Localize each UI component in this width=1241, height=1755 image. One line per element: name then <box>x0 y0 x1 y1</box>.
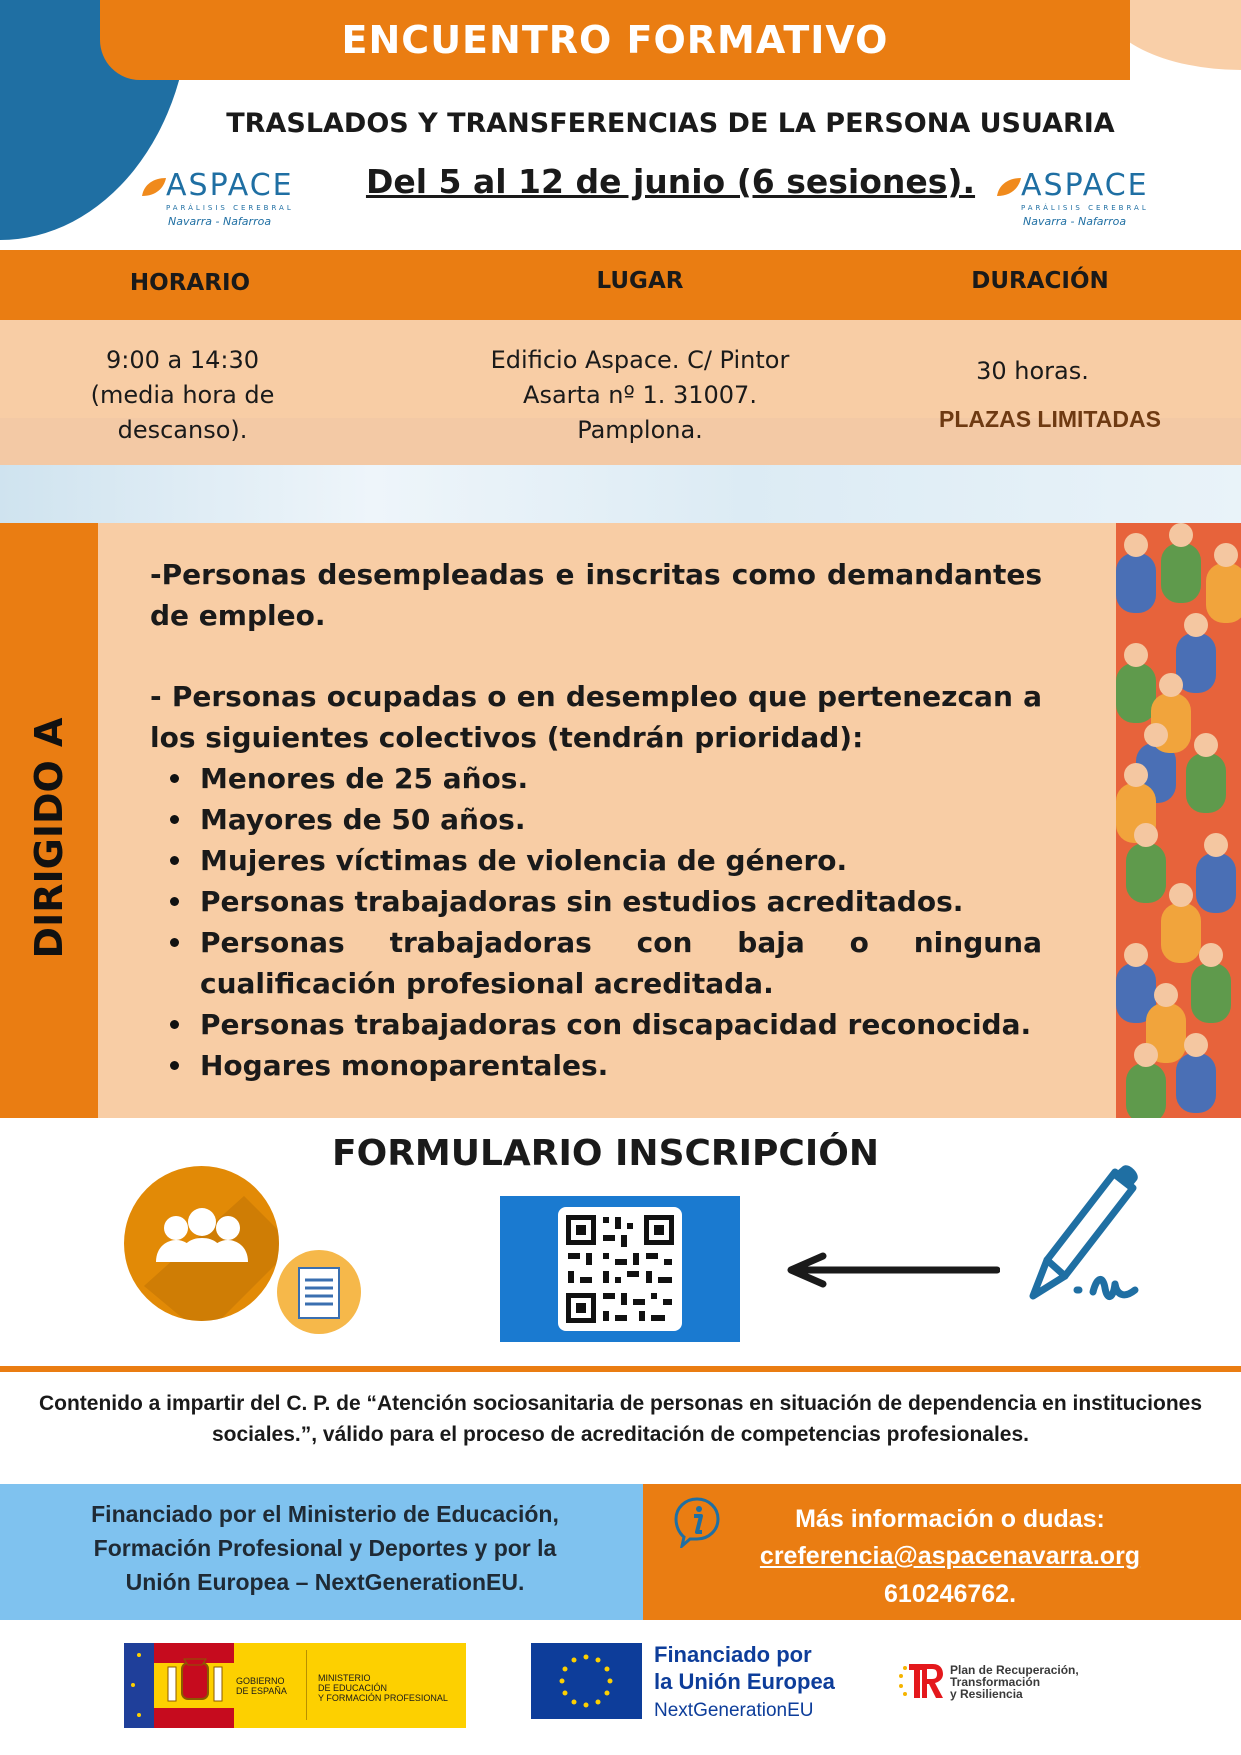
group-icon <box>124 1166 279 1321</box>
list-item: Personas trabajadoras con discapacidad reconocida. <box>150 1004 1042 1045</box>
eu-strip <box>124 1643 154 1728</box>
list-item: Hogares monoparentales. <box>150 1045 1042 1086</box>
plan-recuperacion-text: Plan de Recuperación, Transformación y Resiliencia <box>950 1663 1079 1701</box>
header-band <box>100 0 1130 80</box>
duracion-heading: DURACIÓN <box>971 268 1109 294</box>
formulario-title: FORMULARIO INSCRIPCIÓN <box>332 1133 879 1174</box>
plazas-limitadas-label: PLAZAS LIMITADAS <box>939 406 1161 432</box>
lugar-heading: LUGAR <box>596 268 684 294</box>
duracion-value: 30 horas. <box>976 357 1089 385</box>
list-item: Menores de 25 años. <box>150 758 1042 799</box>
list-item: Personas trabajadoras sin estudios acreditados. <box>150 881 1042 922</box>
list-item: Mujeres víctimas de violencia de género. <box>150 840 1042 881</box>
horario-value: 9:00 a 14:30 (media hora de descanso). <box>90 346 275 444</box>
people-illustration <box>1116 523 1241 1118</box>
contact-title: Más información o dudas: <box>795 1505 1105 1533</box>
pen-icon <box>1025 1150 1145 1305</box>
dirigido-paragraph-1: -Personas desempleadas e inscritas como demandantes de empleo. <box>150 558 1042 632</box>
lugar-value: Edificio Aspace. C/ Pintor Asarta nº 1. 31007. Pamplona. <box>490 346 790 444</box>
dirigido-label: DIRIGIDO A <box>27 717 71 959</box>
dirigido-paragraph-2: - Personas ocupadas o en desempleo que pertenezcan a los siguientes colectivos (tendrán prioridad): <box>150 680 1042 754</box>
aspace-logo-left: ASPACE PARÁLISIS CEREBRAL Navarra - Nafarroa <box>140 168 320 228</box>
aspace-leaf-icon <box>140 176 168 198</box>
funding-text: Financiado por el Ministerio de Educación, Formación Profesional y Deportes y por la Unión Europea – NextGenerationEU. <box>91 1501 559 1595</box>
qr-code[interactable] <box>558 1207 682 1331</box>
list-item: Personas trabajadoras con baja o ninguna cualificación profesional acreditada. <box>150 922 1042 1004</box>
logo-divider <box>306 1650 307 1720</box>
plan-recuperacion-logo-icon <box>895 1660 947 1702</box>
ministerio-text: MINISTERIO DE EDUCACIÓN Y FORMACIÓN PROFESIONAL <box>318 1673 448 1703</box>
page-title: ENCUENTRO FORMATIVO <box>341 18 889 62</box>
aspace-leaf-icon <box>995 176 1023 198</box>
section-divider <box>0 1366 1241 1372</box>
content-note: Contenido a impartir del C. P. de “Atención sociosanitaria de personas en situación de dependencia en instituciones sociales.”, válido para el proceso de acreditación de competencias profesionales. <box>38 1392 1203 1446</box>
document-icon <box>277 1250 361 1334</box>
list-item: Mayores de 50 años. <box>150 799 1042 840</box>
aspace-logo-right: ASPACE PARÁLISIS CEREBRAL Navarra - Nafarroa <box>995 168 1175 228</box>
eu-funding-text: Financiado por la Unión Europea <box>654 1642 835 1694</box>
course-subtitle: TRASLADOS Y TRANSFERENCIAS DE LA PERSONA USUARIA <box>226 108 1115 139</box>
eu-flag-icon <box>531 1643 642 1719</box>
course-dates: Del 5 al 12 de junio (6 sesiones). <box>365 162 976 201</box>
spain-coat-of-arms-icon <box>154 1643 234 1728</box>
dirigido-bullet-list <box>150 758 1042 1086</box>
contact-phone: 610246762. <box>883 1580 1017 1608</box>
contact-email-link[interactable]: creferencia@aspacenavarra.org <box>759 1542 1141 1570</box>
horario-heading: HORARIO <box>129 270 251 296</box>
next-generation-eu-text: NextGenerationEU <box>654 1700 814 1721</box>
arrow-left-icon <box>785 1250 1000 1290</box>
gobierno-text: GOBIERNO DE ESPAÑA <box>236 1676 287 1696</box>
decorative-water-band <box>0 465 1241 523</box>
